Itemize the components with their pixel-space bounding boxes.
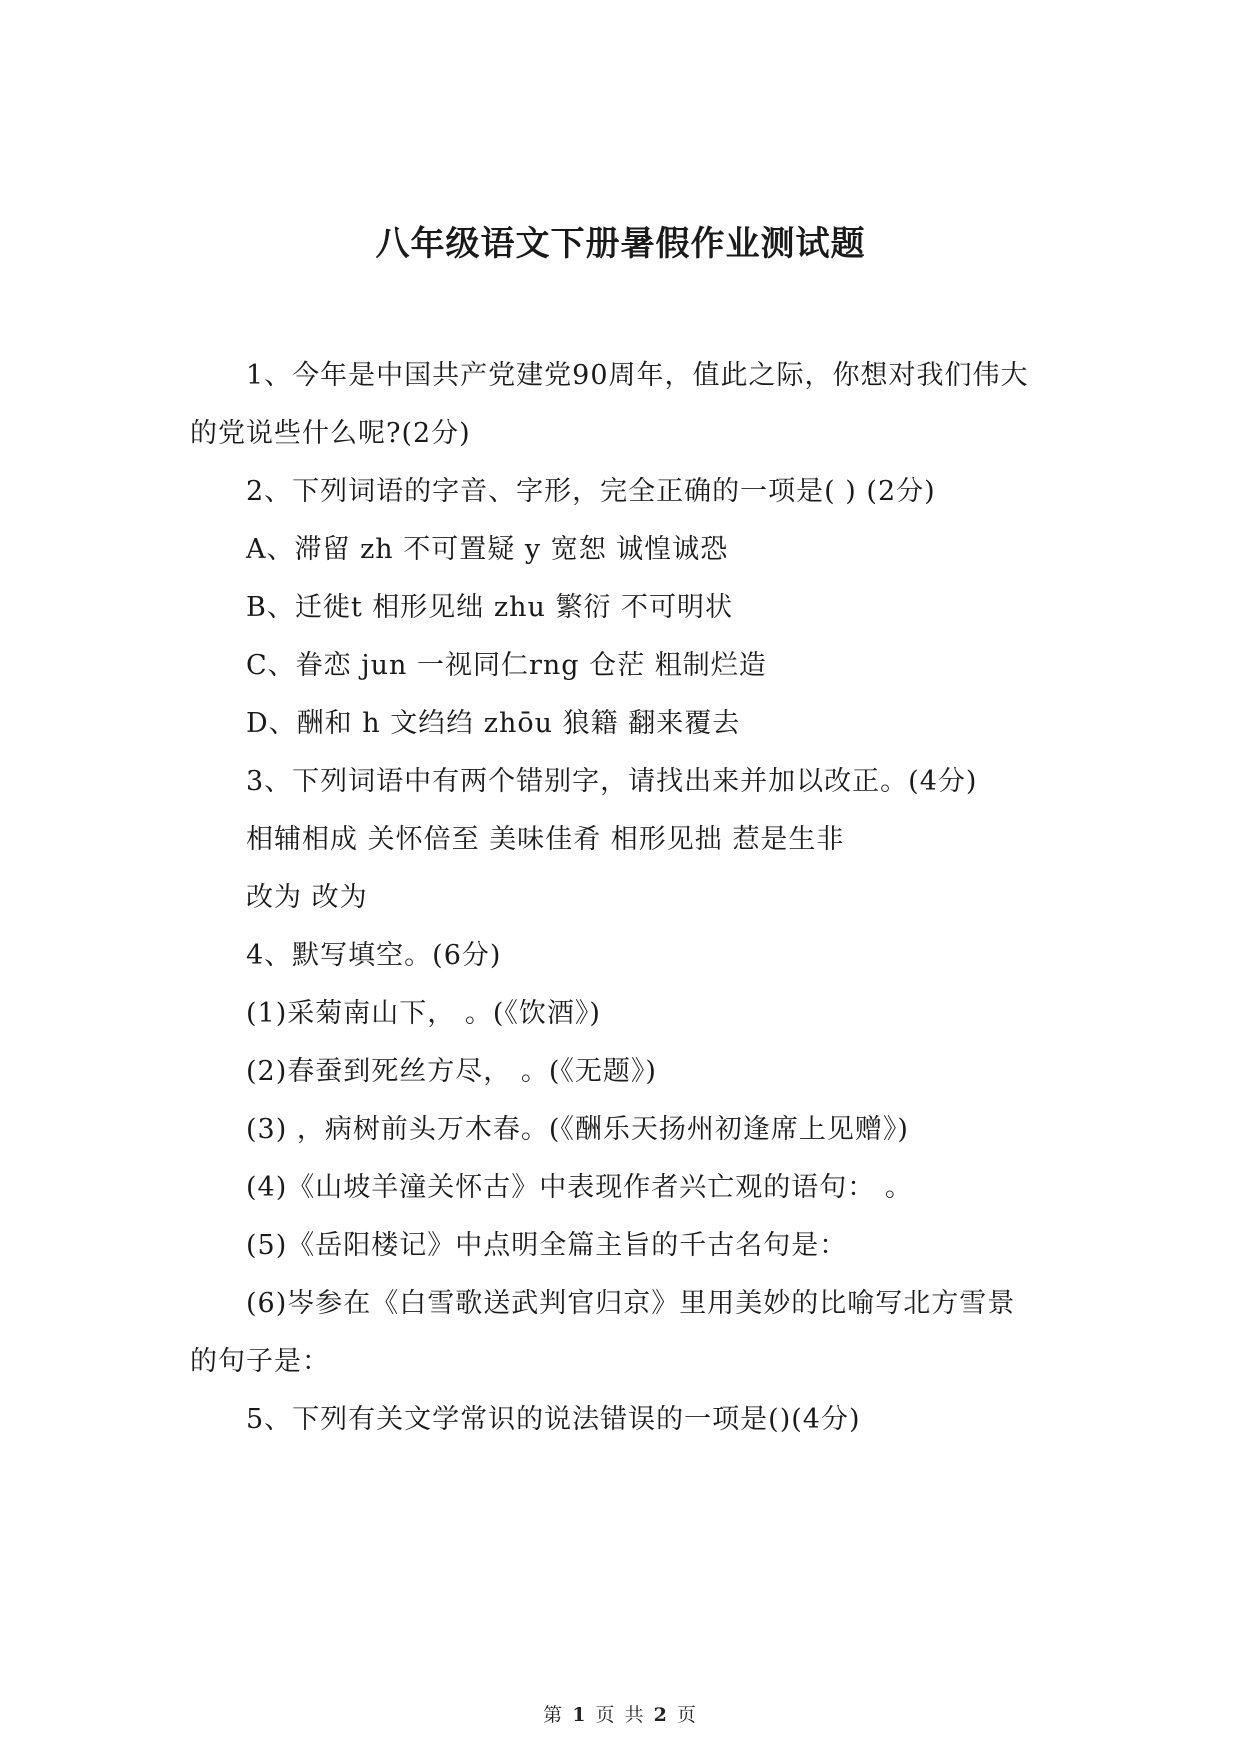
- footer-current-page: 1: [572, 1704, 588, 1726]
- question-2: 2、下列词语的字音、字形，完全正确的一项是( ) (2分): [246, 476, 936, 507]
- question-4-item-6-line-2: 的句子是：: [190, 1346, 330, 1377]
- question-5: 5、下列有关文学常识的说法错误的一项是()(4分): [246, 1404, 861, 1435]
- question-4-item-2: (2)春蚕到死丝方尽， 。(《无题》): [246, 1056, 657, 1087]
- footer-total-pages: 2: [653, 1704, 669, 1726]
- question-3: 3、下列词语中有两个错别字，请找出来并加以改正。(4分): [246, 766, 978, 797]
- option-c: C、眷恋 jun 一视同仁rng 仓茫 粗制烂造: [246, 650, 767, 681]
- question-4-item-1: (1)采菊南山下， 。(《饮酒》): [246, 998, 601, 1029]
- footer-prefix: 第: [543, 1704, 565, 1726]
- question-4-item-6-line-1: (6)岑参在《白雪歌送武判官归京》里用美妙的比喻写北方雪景: [246, 1288, 1016, 1319]
- document-title: 八年级语文下册暑假作业测试题: [375, 224, 866, 264]
- page-footer: [0, 1700, 1241, 1727]
- question-4-item-4: (4)《山坡羊潼关怀古》中表现作者兴亡观的语句： 。: [246, 1172, 913, 1203]
- option-a: A、滞留 zh 不可置疑 y 宽恕 诚惶诚恐: [246, 534, 729, 565]
- option-b: B、迁徙t 相形见绌 zhu 繁衍 不可明状: [246, 592, 734, 623]
- question-3-words: 相辅相成 关怀倍至 美味佳肴 相形见拙 惹是生非: [246, 824, 845, 855]
- footer-suffix: 页: [676, 1704, 698, 1726]
- question-4-item-5: (5)《岳阳楼记》中点明全篇主旨的千古名句是：: [246, 1230, 848, 1261]
- question-4-item-3: (3) ，病树前头万木春。(《酬乐天扬州初逢席上见赠》): [246, 1114, 909, 1145]
- question-4: 4、默写填空。(6分): [246, 940, 502, 971]
- question-1-line-1: 1、今年是中国共产党建党90周年，值此之际，你想对我们伟大: [246, 360, 1029, 391]
- footer-middle: 页 共: [595, 1704, 646, 1726]
- option-d: D、酬和 h 文绉绉 zhōu 狼籍 翻来覆去: [246, 708, 741, 739]
- question-3-corrections: 改为 改为: [246, 882, 368, 913]
- question-1-line-2: 的党说些什么呢?(2分): [190, 418, 471, 449]
